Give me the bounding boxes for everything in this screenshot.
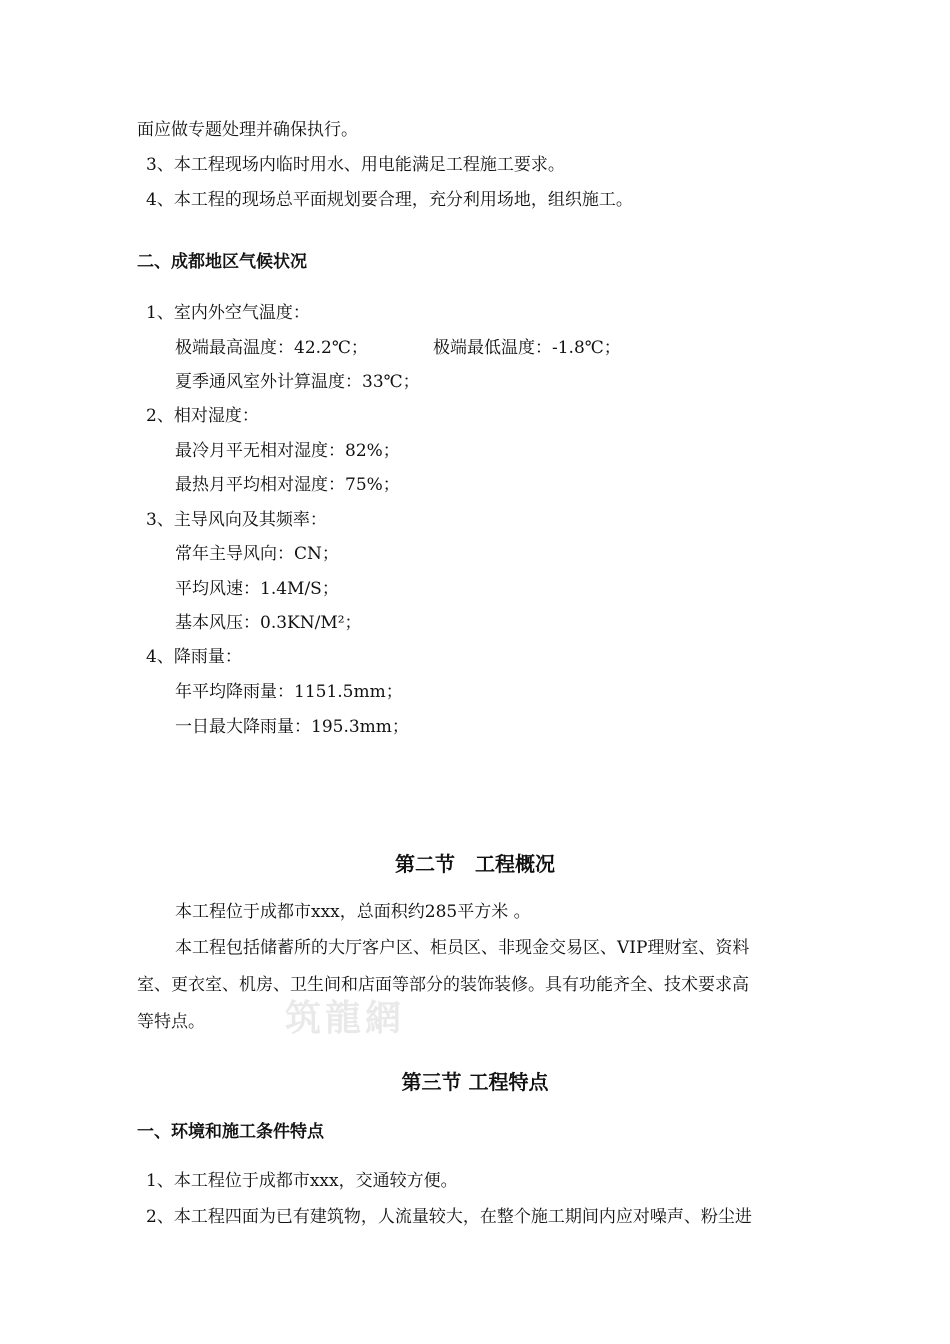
rain-average: 年平均降雨量：1151.5mm； [175, 682, 403, 702]
section-2-heading: 第二节 工程概况 [395, 852, 555, 876]
section-3-heading: 第三节 工程特点 [401, 1070, 549, 1094]
rain-max: 一日最大降雨量：195.3mm； [175, 717, 409, 737]
temp-max: 极端最高温度：42.2℃； [175, 338, 368, 358]
rain-title: 4、降雨量： [146, 647, 242, 667]
wind-direction: 常年主导风向：CN； [175, 544, 339, 564]
temp-title: 1、室内外空气温度： [146, 303, 310, 323]
wind-speed: 平均风速：1.4M/S； [175, 579, 339, 599]
section-3-item-2: 2、本工程四面为已有建筑物，人流量较大，在整个施工期间内应对噪声、粉尘进 [146, 1207, 752, 1227]
humidity-title: 2、相对湿度： [146, 406, 259, 426]
temp-min: 极端最低温度：-1.8℃； [433, 338, 621, 358]
text-line-item-4: 4、本工程的现场总平面规划要合理，充分利用场地，组织施工。 [146, 190, 633, 210]
section-2-paragraph-1: 本工程位于成都市xxx，总面积约285平方米 。 [175, 902, 531, 922]
section-2-paragraph-2-line-1: 本工程包括储蓄所的大厅客户区、柜员区、非现金交易区、VIP理财室、资料 [175, 938, 750, 958]
watermark: 筑龍網 [285, 997, 406, 1039]
section-2-paragraph-2-line-2: 室、更衣室、机房、卫生间和店面等部分的装饰装修。具有功能齐全、技术要求高 [137, 975, 749, 995]
humidity-cold: 最冷月平无相对湿度：82%； [175, 441, 400, 461]
section-2-paragraph-2-line-3: 等特点。 [137, 1012, 205, 1032]
climate-heading: 二、成都地区气候状况 [137, 252, 307, 272]
wind-title: 3、主导风向及其频率： [146, 510, 327, 530]
humidity-hot: 最热月平均相对湿度：75%； [175, 475, 400, 495]
text-line-item-3: 3、本工程现场内临时用水、用电能满足工程施工要求。 [146, 155, 565, 175]
text-line-continuation: 面应做专题处理并确保执行。 [137, 120, 358, 140]
section-3-subheading: 一、环境和施工条件特点 [137, 1122, 324, 1142]
temp-summer: 夏季通风室外计算温度：33℃； [175, 372, 420, 392]
section-3-item-1: 1、本工程位于成都市xxx，交通较方便。 [146, 1171, 458, 1191]
wind-pressure: 基本风压：0.3KN/M²； [175, 613, 362, 633]
